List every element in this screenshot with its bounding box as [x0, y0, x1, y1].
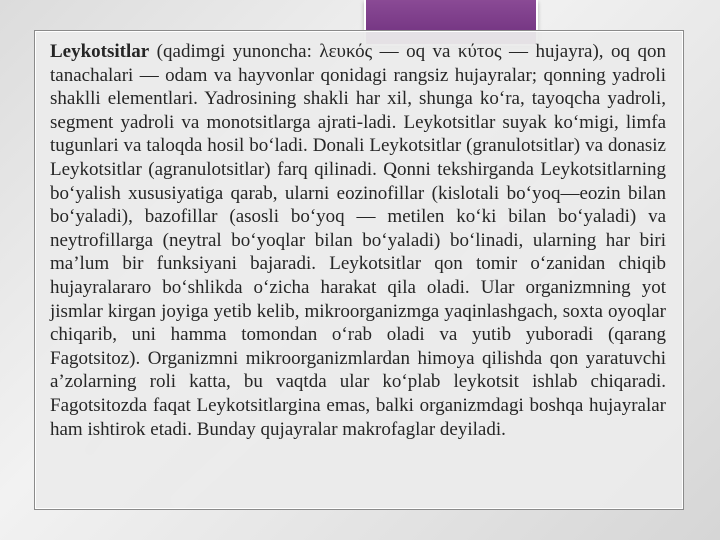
article-lead-term: Leykotsitlar — [50, 41, 150, 62]
article-paragraph — [50, 40, 666, 441]
article-body-text: (qadimgi yunoncha: λευκός — oq va κύτος — hujayra), oq qon tanachalari — odam va hayvonlar qonidagi rangsiz hujayralar; qonning yadroli shaklli elementlari. Yadrosining shakli har xil, shunga ko‘ra, tayoqcha yadroli, segment yadroli va monotsitlarga ajrati-ladi. Leykotsitlar suyak ko‘migi, limfa tugunlari va taloqda hosil bo‘ladi. Donali Leykotsitlar (granulotsitlar) va donasiz Leykotsitlar (agranulotsitlar) farq qilinadi. Qonni tekshirganda Leykotsitlarning bo‘yalish xususiyatiga qarab, ularni eozinofillar (kislotali bo‘yoq—eozin bilan bo‘yaladi), bazofillar (asosli bo‘yoq — metilen ko‘ki bilan bo‘yaladi) va neytrofillarga (neytral bo‘yoqlar bilan bo‘yaladi) bo‘linadi, ularning har biri ma’lum bir funksiyani bajaradi. Leykotsitlar qon tomir o‘zanidan chiqib hujayralararo bo‘shlikda o‘zicha harakat qila oladi. Ular organizmning yot jismlar kirgan joyiga yetib kelib, mikroorganizmga yaqinlashgach, soxta oyoqlar chiqarib, uni hamma tomondan o‘rab oladi va yutib yuboradi (qarang Fagotsitoz). Organizmni mikroorganizmlardan himoya qilishda qon yaratuvchi a’zolarning roli katta, bu vaqtda ular ko‘plab leykotsit ishlab chiqaradi. Fagotsitozda faqat Leykotsitlargina emas, balki organizmdagi boshqa hujayralar ham ishtirok etadi. Bunday qujayralar makrofaglar deyiladi. — [50, 41, 666, 440]
